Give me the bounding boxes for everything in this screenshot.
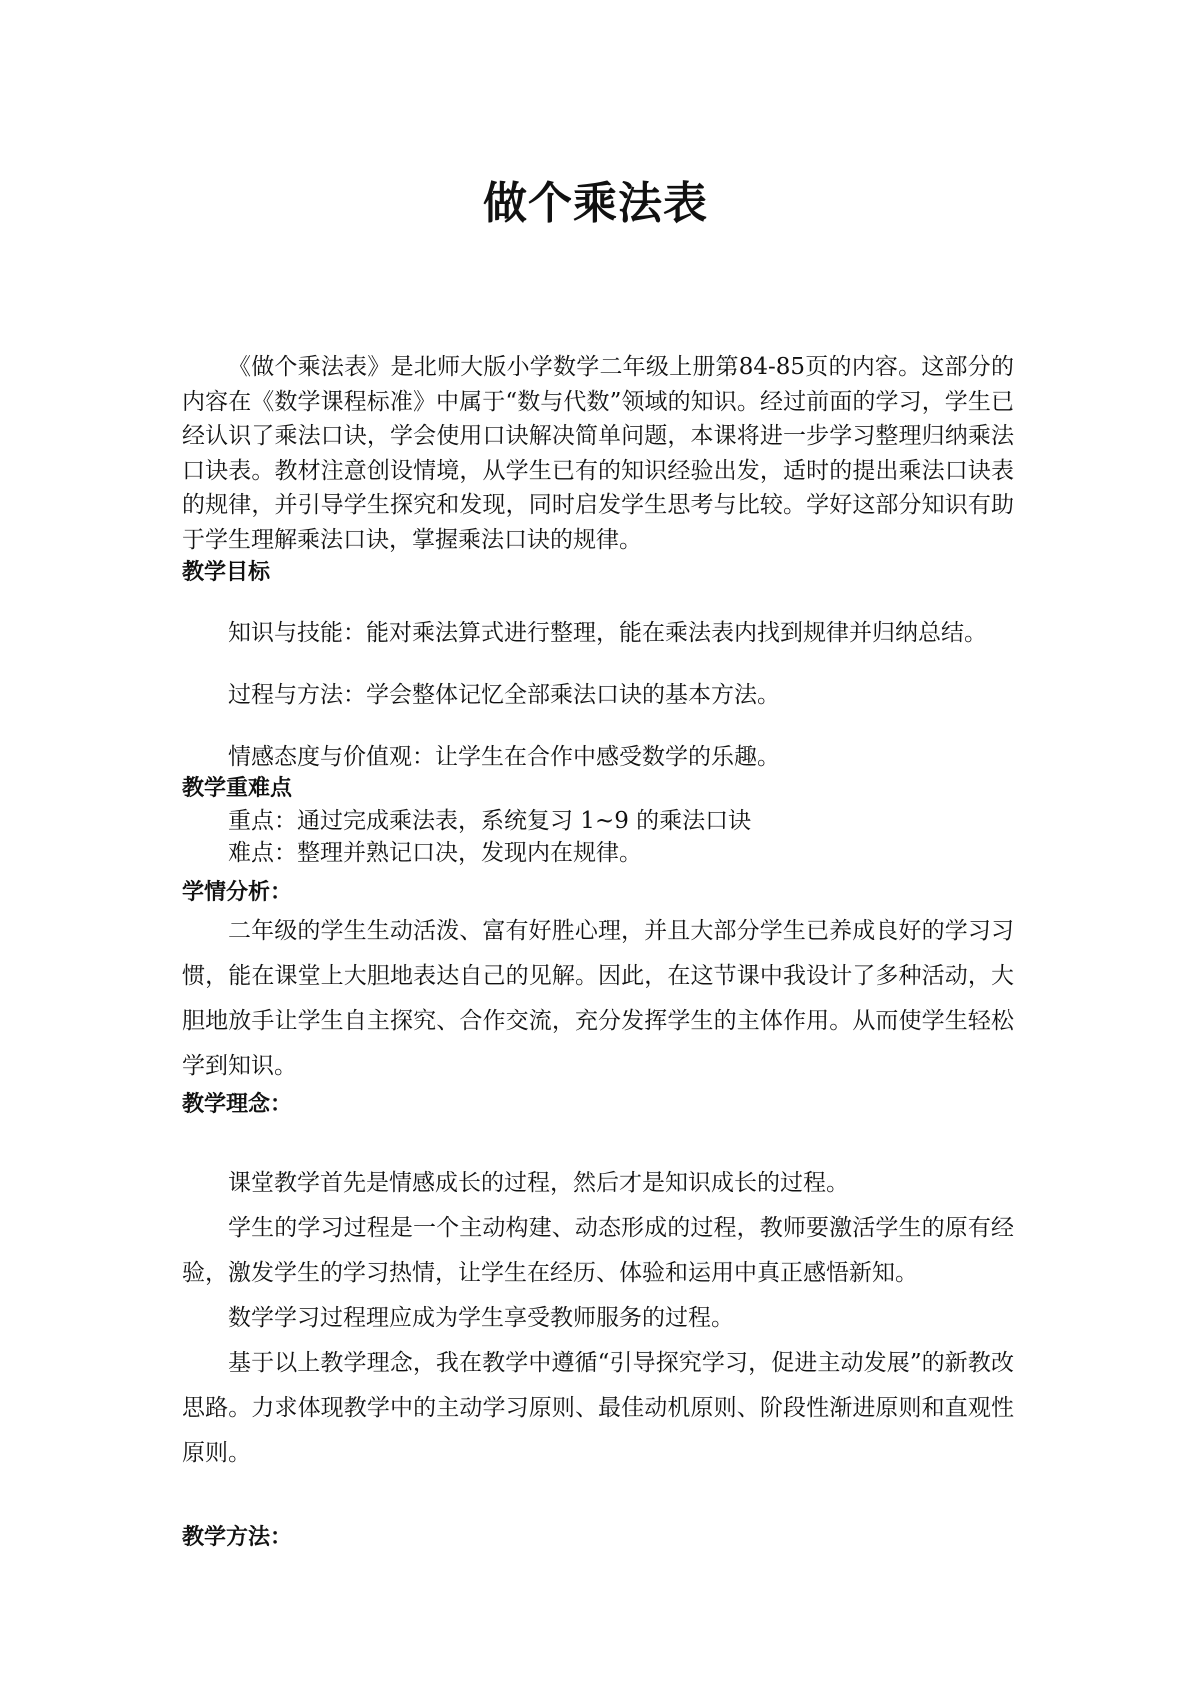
philosophy-paragraph-1: 课堂教学首先是情感成长的过程，然后才是知识成长的过程。 — [228, 1170, 849, 1196]
document-body — [182, 350, 1014, 1554]
key-point-difficulty: 难点：整理并熟记口决，发现内在规律。 — [228, 840, 642, 866]
philosophy-heading: 教学理念： — [182, 1092, 293, 1117]
analysis-paragraph: 二年级的学生生动活泼、富有好胜心理，并且大部分学生已养成良好的学习习惯，能在课堂上大胆地表达自己的见解。因此，在这节课中我设计了多种活动，大胆地放手让学生自主探究、合作交流，充分发挥学生的主体作用。从而使学生轻松学到知识。 — [182, 918, 1014, 1079]
goal-item-emotion: 情感态度与价值观：让学生在合作中感受数学的乐趣。 — [228, 744, 780, 770]
intro-paragraph: 《做个乘法表》是北师大版小学数学二年级上册第84-85页的内容。这部分的内容在《数学课程标准》中属于“数与代数”领域的知识。经过前面的学习，学生已经认识了乘法口诀，学会使用口诀解决简单问题，本课将进一步学习整理归纳乘法口诀表。教材注意创设情境，从学生已有的知识经验出发，适时的提出乘法口诀表的规律，并引导学生探究和发现，同时启发学生思考与比较。学好这部分知识有助于学生理解乘法口诀，掌握乘法口诀的规律。 — [182, 354, 1014, 553]
key-points-heading: 教学重难点 — [182, 776, 293, 801]
goals-heading: 教学目标 — [182, 560, 271, 585]
philosophy-paragraph-4: 基于以上教学理念，我在教学中遵循“引导探究学习，促进主动发展”的新教改思路。力求体现教学中的主动学习原则、最佳动机原则、阶段性渐进原则和直观性原则。 — [182, 1350, 1014, 1466]
philosophy-paragraph-3: 数学学习过程理应成为学生享受教师服务的过程。 — [228, 1305, 734, 1331]
key-point-focus: 重点：通过完成乘法表，系统复习 1~9 的乘法口诀 — [228, 808, 752, 834]
methods-heading: 教学方法： — [182, 1525, 293, 1550]
analysis-heading: 学情分析： — [182, 880, 293, 905]
goal-item-process: 过程与方法：学会整体记忆全部乘法口诀的基本方法。 — [228, 682, 780, 708]
philosophy-paragraph-2: 学生的学习过程是一个主动构建、动态形成的过程，教师要激活学生的原有经验，激发学生的学习热情，让学生在经历、体验和运用中真正感悟新知。 — [182, 1215, 1014, 1286]
goal-item-knowledge: 知识与技能：能对乘法算式进行整理，能在乘法表内找到规律并归纳总结。 — [228, 620, 987, 646]
page-title: 做个乘法表 — [483, 178, 708, 229]
